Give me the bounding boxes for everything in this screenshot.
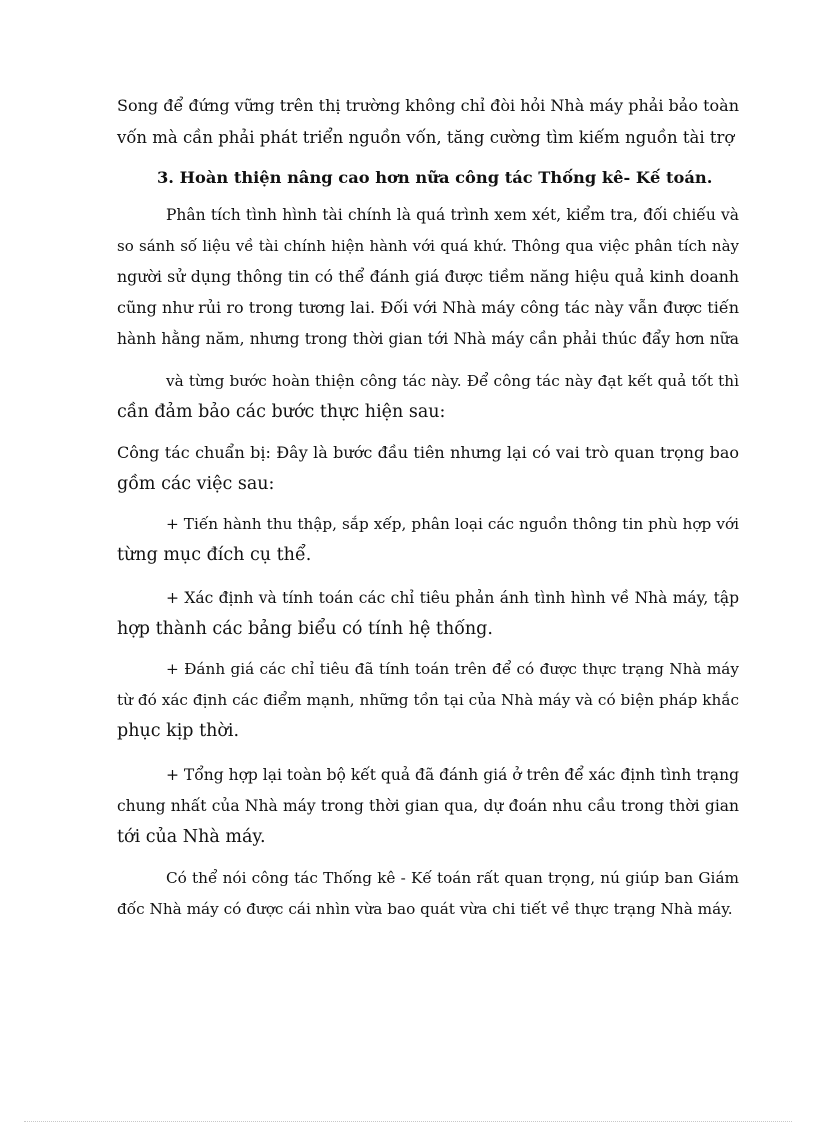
- text-line: vốn mà cần phải phát triển nguồn vốn, tăng cường tìm kiếm nguồn tài trợ: [117, 128, 735, 147]
- text-line: Có thể nói công tác Thống kê - Kế toán rất quan trọng, nú giúp ban Giám: [166, 869, 739, 887]
- text-line: chung nhất của Nhà máy trong thời gian qua, dự đoán nhu cầu trong thời gian: [117, 797, 739, 815]
- text-line: phục kịp thời.: [117, 721, 240, 741]
- text-line: Công tác chuẩn bị: Đây là bước đầu tiên nhưng lại có vai trò quan trọng bao: [117, 443, 739, 462]
- text-line: + Tổng hợp lại toàn bộ kết quả đã đánh giá ở trên để xác định tình trạng: [166, 766, 739, 784]
- text-line: gồm các việc sau:: [117, 474, 275, 494]
- text-line: tới của Nhà máy.: [117, 827, 266, 847]
- text-line: cũng như rủi ro trong tương lai. Đối với Nhà máy công tác này vẫn được tiến: [117, 298, 739, 317]
- text-line: + Tiến hành thu thập, sắp xếp, phân loại các nguồn thông tin phù hợp với: [166, 515, 739, 533]
- text-line: người sử dụng thông tin có thể đánh giá được tiềm năng hiệu quả kinh doanh: [117, 267, 739, 286]
- text-line: Phân tích tình hình tài chính là quá trình xem xét, kiểm tra, đối chiếu và: [166, 206, 739, 224]
- section-heading: 3. Hoàn thiện nâng cao hơn nữa công tác Thống kê- Kế toán.: [157, 168, 713, 187]
- text-line: từng mục đích cụ thể.: [117, 545, 312, 565]
- text-line: + Đánh giá các chỉ tiêu đã tính toán trên để có được thực trạng Nhà máy: [166, 660, 739, 678]
- text-line: đốc Nhà máy có được cái nhìn vừa bao quát vừa chi tiết về thực trạng Nhà máy.: [117, 900, 733, 918]
- text-line: Song để đứng vững trên thị trường không chỉ đòi hỏi Nhà máy phải bảo toàn: [117, 96, 739, 115]
- text-line: và từng bước hoàn thiện công tác này. Để công tác này đạt kết quả tốt thì: [166, 372, 739, 390]
- text-line: cần đảm bảo các bước thực hiện sau:: [117, 402, 446, 422]
- page-bottom-divider: [24, 1121, 792, 1122]
- text-line: so sánh số liệu về tài chính hiện hành với quá khứ. Thông qua việc phân tích này: [117, 237, 739, 255]
- text-line: + Xác định và tính toán các chỉ tiêu phản ánh tình hình về Nhà máy, tập: [166, 589, 739, 607]
- text-line: từ đó xác định các điểm mạnh, những tồn tại của Nhà máy và có biện pháp khắc: [117, 691, 739, 709]
- text-line: hợp thành các bảng biểu có tính hệ thống.: [117, 619, 493, 639]
- text-line: hành hằng năm, nhưng trong thời gian tới Nhà máy cần phải thúc đẩy hơn nữa: [117, 330, 739, 348]
